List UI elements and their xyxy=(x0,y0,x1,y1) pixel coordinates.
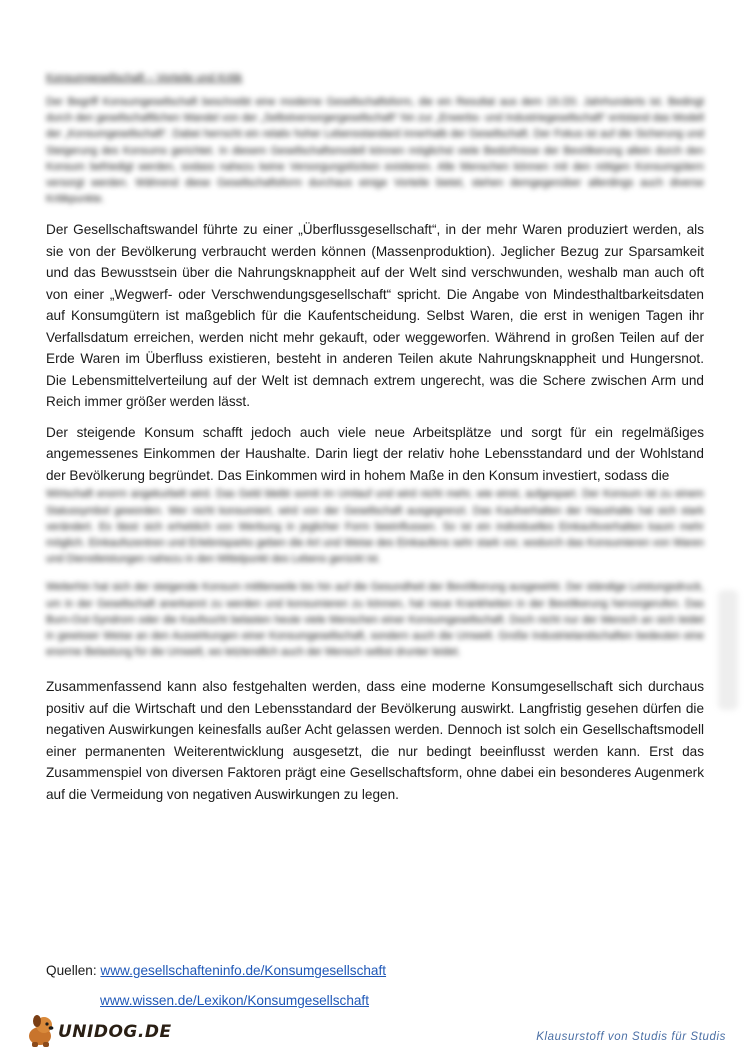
watermark-icon xyxy=(708,590,748,710)
paragraph-3-blurred: Wirtschaft enorm angekurbelt wird. Das Geld bleibt somit im Umlauf und wird nicht mehr, wie einst, aufgespart. Der Konsum ist zu einem Statussymbol geworden. Wer nicht konsumiert, wird von der Gesellschaft ausgegrenzt. Das Kaufverhalten der Haushalte hat sich stark verändert. Es lässt sich erheblich von Werbung in jeglicher Form beeinflussen. So ist ein individuelles Einkaufsverhalten kaum mehr möglich. Einkaufszentren und Erlebnisparks geben die Art und Weise des Einkaufens sehr stark vor, wodurch das Konsumieren von Waren und Dienstleistungen nahezu in den Mittelpunkt des Lebens gerückt ist. xyxy=(46,488,704,566)
sources-label: Quellen: xyxy=(46,963,97,978)
paragraph-3 xyxy=(46,422,704,568)
document-heading-blurred: Konsumgesellschaft – Vorteile und Kritik xyxy=(46,72,243,84)
unidog-logo xyxy=(22,1012,172,1050)
sources-line-1 xyxy=(46,960,706,981)
source-link-gesellschafteninfo[interactable]: www.gesellschafteninfo.de/Konsumgesellschaft xyxy=(100,963,387,978)
sources-section xyxy=(46,960,706,1011)
paragraph-3-clear: Der steigende Konsum schafft jedoch auch viele neue Arbeitsplätze und sorgt für ein regelmäßiges angemessenes Einkommen der Haushalte. Darin liegt der relativ hohe Lebensstandard und der Wohlstand der Bevölkerung begründet. Das Einkommen wird in hohem Maße in den Konsum investiert, sodass die xyxy=(46,424,704,483)
paragraph-2: Der Gesellschaftswandel führte zu einer „Überflussgesellschaft“, in der mehr Waren produziert werden, als sie von der Bevölkerung verbraucht werden können (Massenproduktion). Jeglicher Bezug zur Sparsamkeit und das Bewusstsein über die Nahrungsknappheit auf der Welt sind verschwunden, weshalb man auch oft von einer „Wegwerf- oder Verschwendungsgesellschaft“ spricht. Die Angabe von Mindesthaltbarkeitsdaten auf Konsumgütern ist maßgeblich für die Kaufentscheidung. Selbst Waren, die erst in wenigen Tagen ihr Verfallsdatum erreichen, werden nicht mehr gekauft, oder weggeworfen. Während in großen Teilen auf der Erde Waren im Überfluss existieren, besteht in anderen Teilen akute Nahrungsknappheit und Hungersnot. Die Lebensmittelverteilung auf der Welt ist demnach extrem ungerecht, was die Schere zwischen Arm und Reich immer größer werden lässt. xyxy=(46,222,704,410)
sources-line-2 xyxy=(46,990,706,1011)
paragraph-4-blurred: Weiterhin hat sich der steigende Konsum mittlerweile bis hin auf die Gesundheit der Bevölkerung ausgewirkt. Der ständige Leistungsdruck, um in der Gesellschaft anerkannt zu werden und konsumieren zu können, hat neue Krankheiten in der Bevölkerung hervorgerufen. Das Burn-Out-Syndrom oder die Kaufsucht belasten heute viele Menschen einer Konsumgesellschaft. Doch nicht nur der Mensch an sich leidet in gewisser Weise an den Auswirkungen einer Konsumgesellschaft, sondern auch die Umwelt. Große Industrielandschaften bedeuten eine enorme Belastung für die Umwelt, wo letztendlich auch der Mensch selbst drunter leidet. xyxy=(46,581,704,659)
paragraph-1-blurred: Der Begriff Konsumgesellschaft beschreibt eine moderne Gesellschaftsform, die ein Resultat aus dem 19./20. Jahrhunderts ist. Bedingt durch den gesellschaftlichen Wandel von der „Selbstversorgergesellschaft“ hin zur „Erwerbs- und Industriegesellschaft“ entstand das Modell der „Konsumgesellschaft“. Dabei herrscht ein relativ hoher Lebensstandard innerhalb der Gesellschaft. Der Fokus ist auf die Sicherung und Steigerung des Konsums gerichtet. In diesem Gesellschaftsmodell können möglichst viele Bedürfnisse der Bevölkerung allein durch den Konsum befriedigt werden, sodass nahezu keine Versorgungslücken existieren. Alle Menschen können mit den nötigen Konsumgütern versorgt werden. Während diese Gesellschaftsform durchaus einige Vorteile bietet, stehen demgegenüber allerdings auch diverse Kritikpunkte. xyxy=(46,96,704,206)
document-body xyxy=(46,70,704,814)
source-link-wissen[interactable]: www.wissen.de/Lexikon/Konsumgesellschaft xyxy=(100,993,369,1008)
logo-text: UNIDOG.DE xyxy=(58,1022,172,1042)
dog-icon xyxy=(22,1012,62,1050)
paragraph-5: Zusammenfassend kann also festgehalten werden, dass eine moderne Konsumgesellschaft sich durchaus positiv auf die Wirtschaft und den Lebensstandard der Bevölkerung auswirkt. Langfristig gesehen dürfen die negativen Auswirkungen keinesfalls außer Acht gelassen werden. Dennoch ist solch ein Gesellschaftsmodell einer permanenten Weiterentwicklung ausgesetzt, die nur bedingt beeinflusst werden kann. Erst das Zusammenspiel von diversen Faktoren prägt eine Gesellschaftsform, ohne dabei ein besonderes Augenmerk auf die Vermeidung von negativen Auswirkungen zu legen. xyxy=(46,679,704,802)
footer-tagline: Klausurstoff von Studis für Studis xyxy=(536,1031,726,1043)
